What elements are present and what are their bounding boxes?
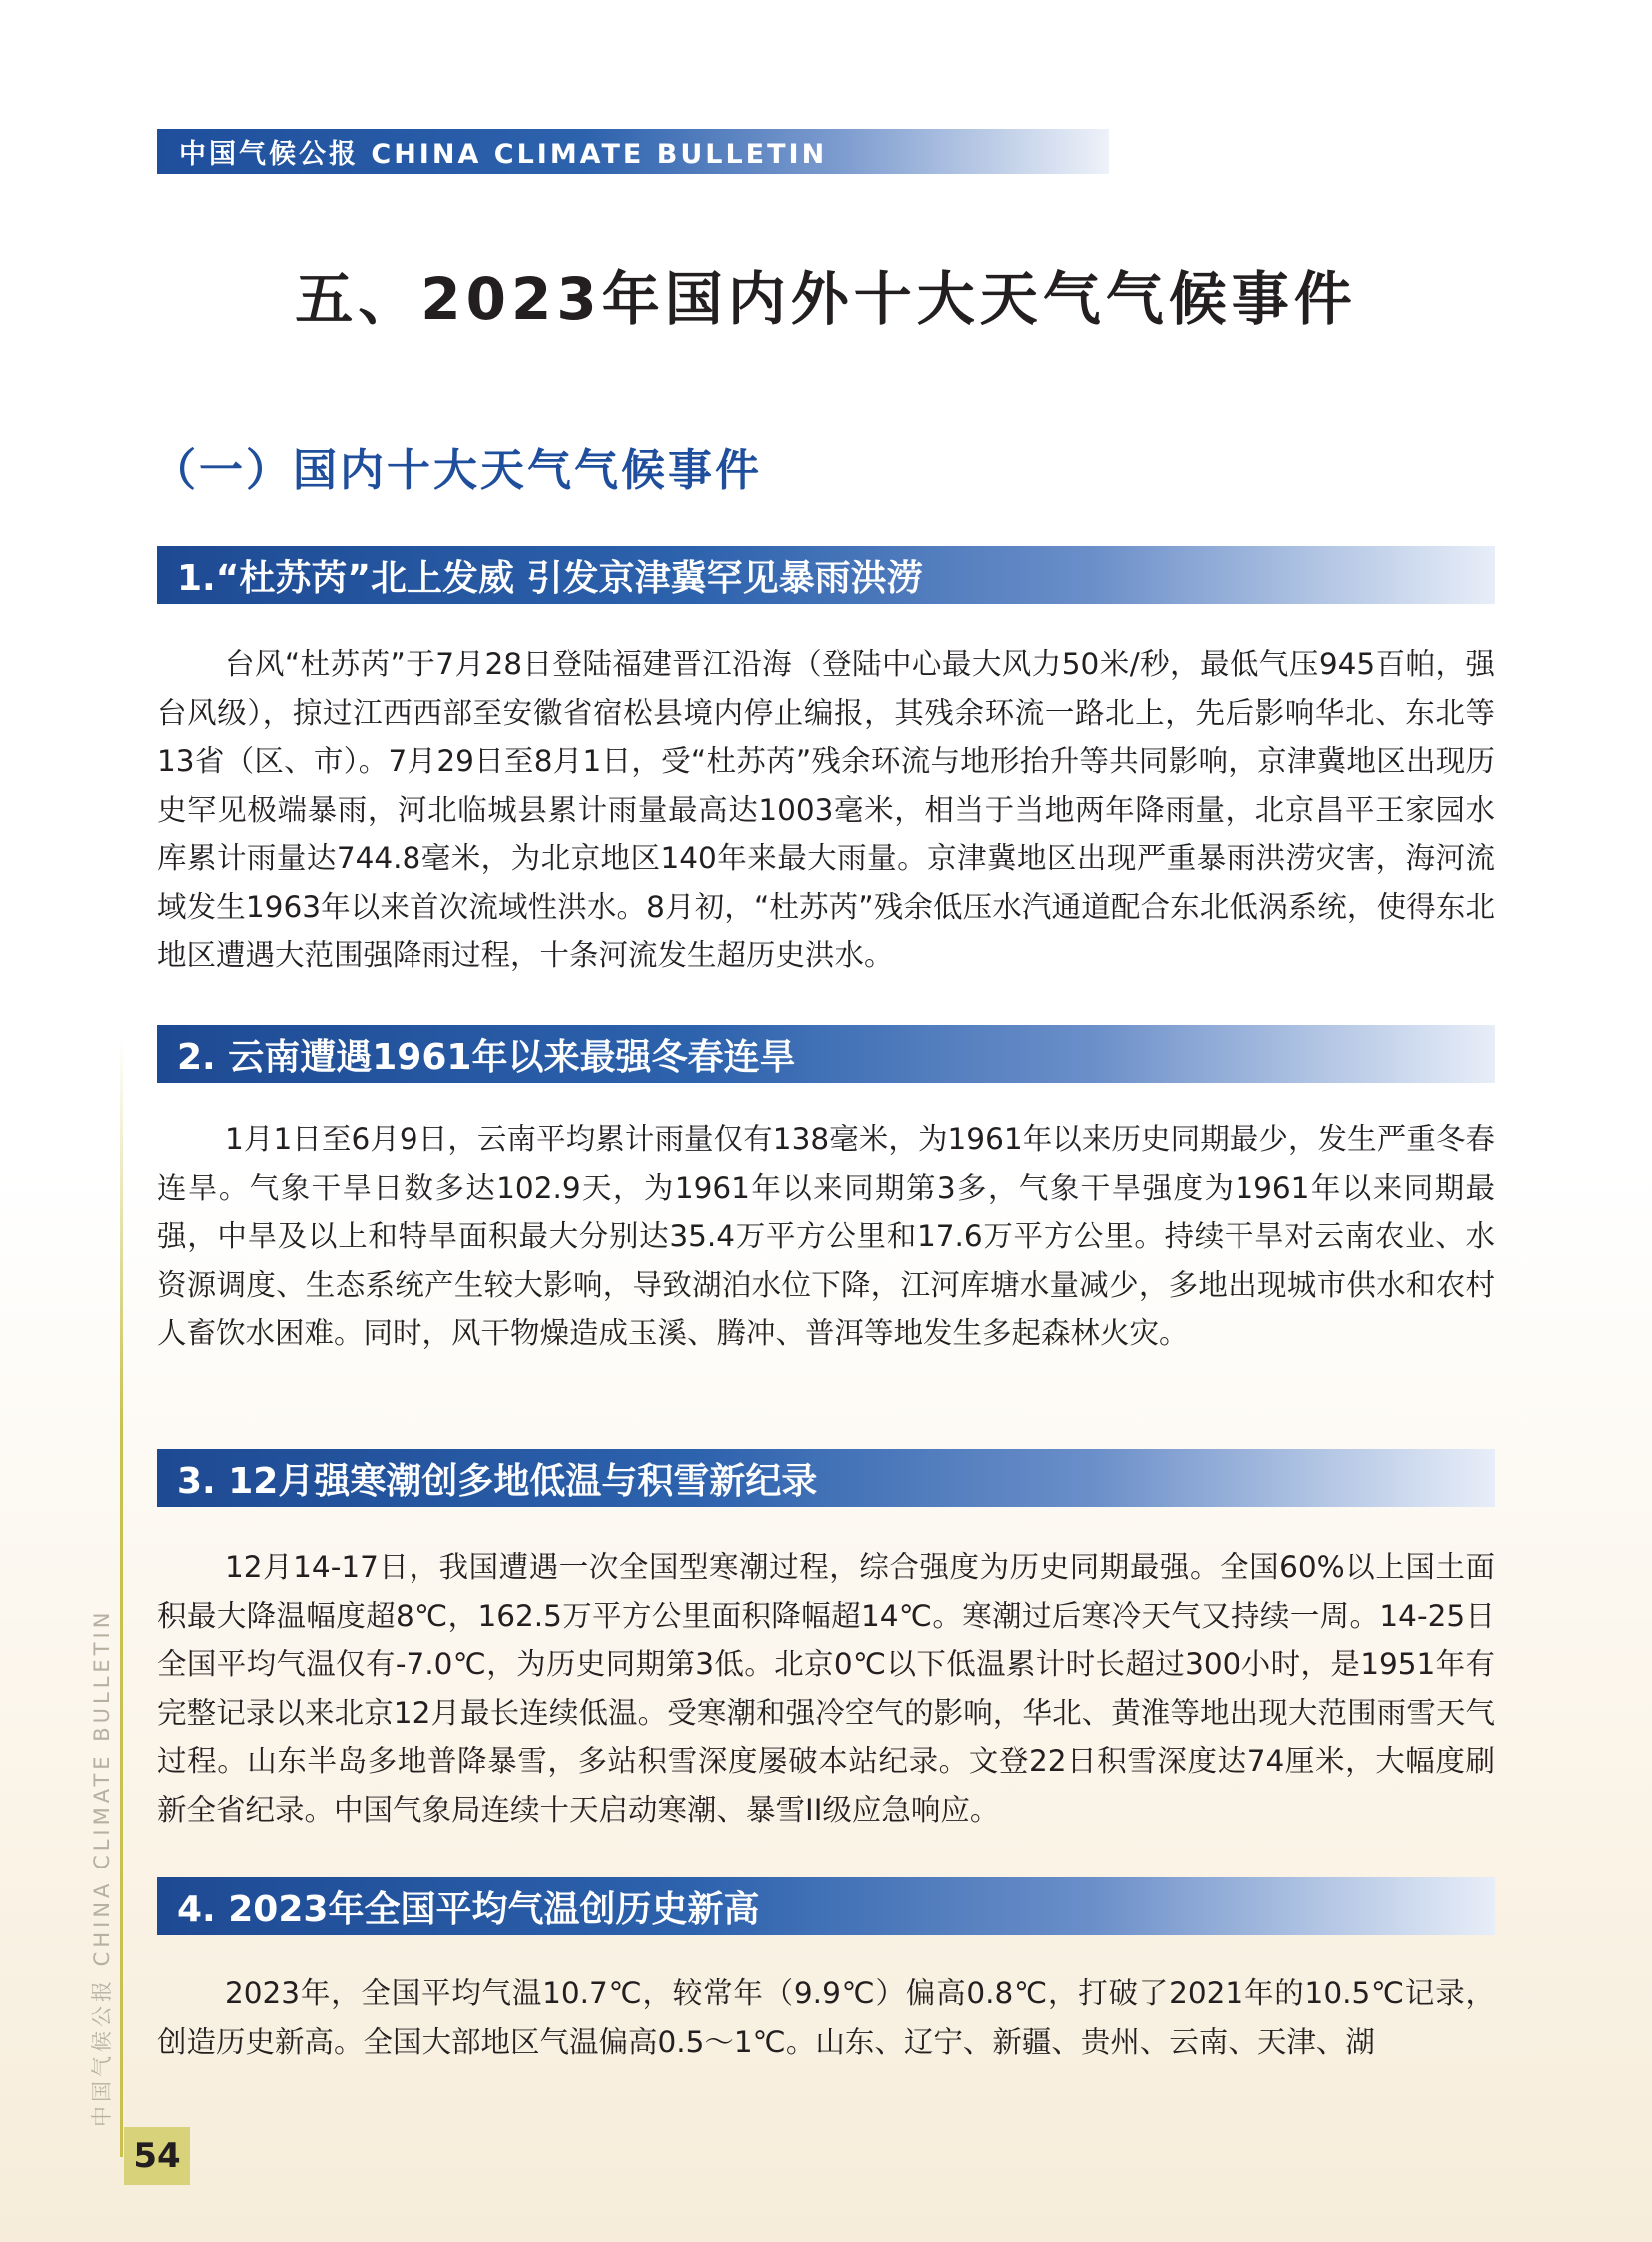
page-title: 五、2023年国内外十大天气气候事件	[295, 265, 1357, 333]
event-3-body: 12月14-17日，我国遭遇一次全国型寒潮过程，综合强度为历史同期最强。全国60%以上国土面积最大降温幅度超8℃，162.5万平方公里面积降幅超14℃。寒潮过后寒冷天气又持续一周。14-25日全国平均气温仅有-7.0℃，为历史同期第3低。北京0℃以下低温累计时长超过300小时，是1951年有完整记录以来北京12月最长连续低温。受寒潮和强冷空气的影响，华北、黄淮等地出现大范围雨雪天气过程。山东半岛多地普降暴雪，多站积雪深度屡破本站纪录。文登22日积雪深度达74厘米，大幅度刷新全省纪录。中国气象局连续十天启动寒潮、暴雪II级应急响应。	[157, 1550, 1495, 1827]
sidebar-vertical-title: 中国气候公报 CHINA CLIMATE BULLETIN	[90, 1608, 114, 2127]
bulletin-header-band	[157, 129, 1109, 174]
event-1-body: 台风“杜苏芮”于7月28日登陆福建晋江沿海（登陆中心最大风力50米/秒，最低气压945百帕，强台风级），掠过江西西部至安徽省宿松县境内停止编报，其残余环流一路北上，先后影响华北、东北等13省（区、市）。7月29日至8月1日，受“杜苏芮”残余环流与地形抬升等共同影响，京津冀地区出现历史罕见极端暴雨，河北临城县累计雨量最高达1003毫米，相当于当地两年降雨量，北京昌平王家园水库累计雨量达744.8毫米，为北京地区140年来最大雨量。京津冀地区出现严重暴雨洪涝灾害，海河流域发生1963年以来首次流域性洪水。8月初，“杜苏芮”残余低压水汽通道配合东北低涡系统，使得东北地区遭遇大范围强降雨过程，十条河流发生超历史洪水。	[157, 647, 1495, 972]
page-number: 54	[124, 2127, 190, 2185]
event-3-heading-band	[157, 1449, 1495, 1507]
event-4-heading-band	[157, 1877, 1495, 1935]
event-1-heading: 1.“杜苏芮”北上发威 引发京津冀罕见暴雨洪涝	[177, 557, 923, 599]
event-2-heading: 2. 云南遭遇1961年以来最强冬春连旱	[177, 1036, 796, 1078]
bulletin-title: 中国气候公报 CHINA CLIMATE BULLETIN	[179, 139, 828, 170]
section-title: （一）国内十大天气气候事件	[152, 445, 762, 496]
event-1-heading-band	[157, 546, 1495, 604]
event-4-body: 2023年，全国平均气温10.7℃，较常年（9.9℃）偏高0.8℃，打破了2021年的10.5℃记录，创造历史新高。全国大部地区气温偏高0.5～1℃。山东、辽宁、新疆、贵州、云南、天津、湖	[157, 1976, 1495, 2059]
event-2-heading-band	[157, 1025, 1495, 1083]
sidebar-rule	[120, 1039, 123, 2157]
event-3-heading: 3. 12月强寒潮创多地低温与积雪新纪录	[177, 1460, 818, 1502]
event-2-body: 1月1日至6月9日，云南平均累计雨量仅有138毫米，为1961年以来历史同期最少，发生严重冬春连旱。气象干旱日数多达102.9天，为1961年以来同期第3多，气象干旱强度为1961年以来同期最强，中旱及以上和特旱面积最大分别达35.4万平方公里和17.6万平方公里。持续干旱对云南农业、水资源调度、生态系统产生较大影响，导致湖泊水位下降，江河库塘水量减少，多地出现城市供水和农村人畜饮水困难。同时，风干物燥造成玉溪、腾冲、普洱等地发生多起森林火灾。	[157, 1122, 1495, 1350]
event-4-heading: 4. 2023年全国平均气温创历史新高	[177, 1888, 760, 1930]
